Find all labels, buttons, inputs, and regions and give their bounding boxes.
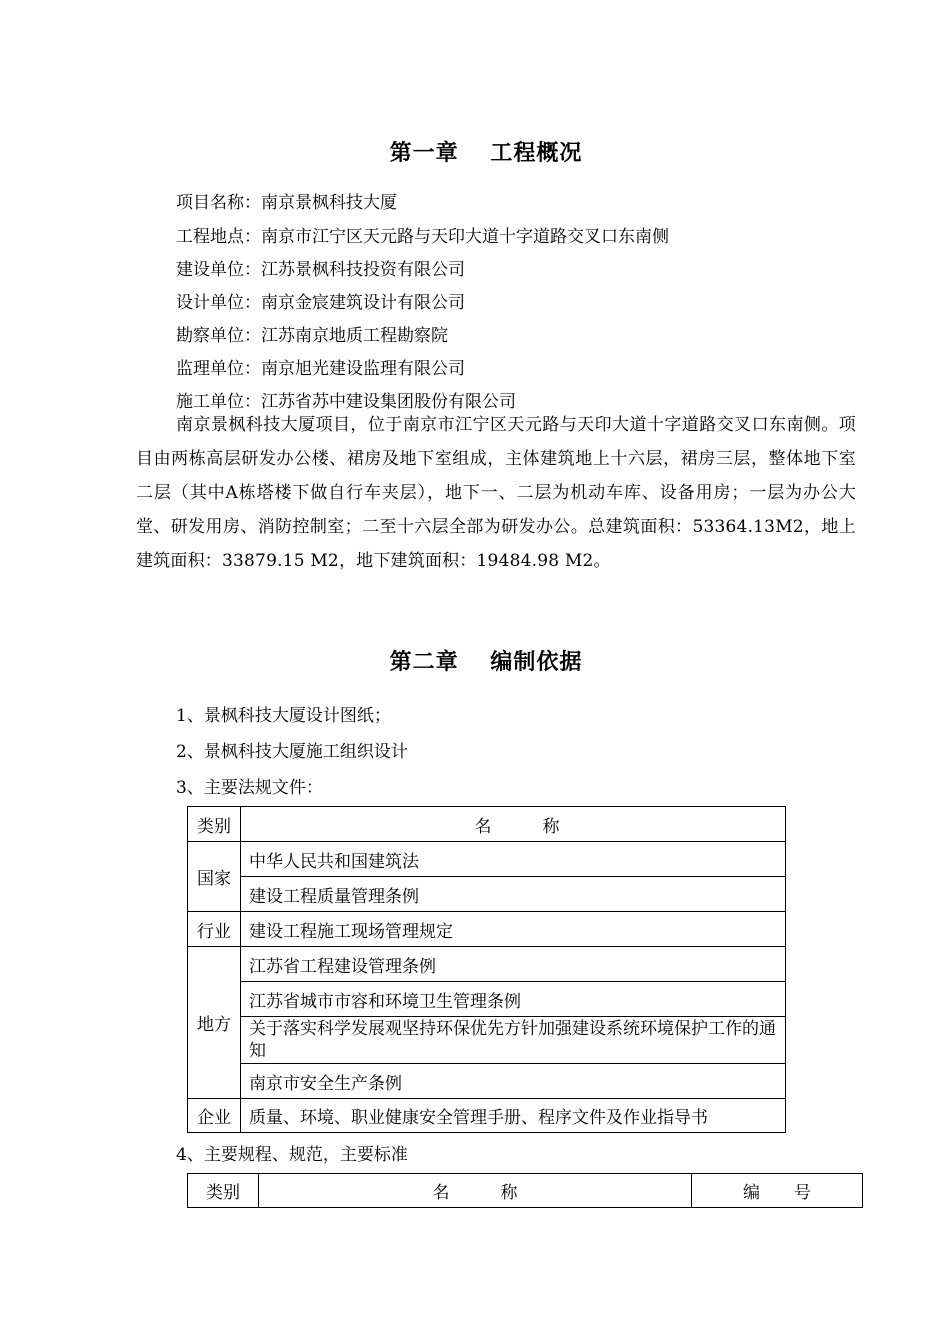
project-location-line: 工程地点：南京市江宁区天元路与天印大道十字道路交叉口东南侧 xyxy=(176,227,669,247)
law-name-cell: 建设工程质量管理条例 xyxy=(241,877,786,912)
supervision-unit-line: 监理单位：南京旭光建设监理有限公司 xyxy=(176,359,465,379)
basis-item-3: 3、主要法规文件： xyxy=(176,778,323,798)
law-name-cell: 江苏省工程建设管理条例 xyxy=(241,947,786,982)
construction-unit-line: 施工单位：江苏省苏中建设集团股份有限公司 xyxy=(176,392,516,412)
header-name: 名 称 xyxy=(241,807,786,842)
law-name-cell: 关于落实科学发展观坚持环保优先方针加强建设系统环境保护工作的通知 xyxy=(241,1017,786,1064)
basis-item-2: 2、景枫科技大厦施工组织设计 xyxy=(176,742,408,762)
chapter-2-title: 第二章 编制依据 xyxy=(389,650,583,675)
standards-table xyxy=(187,1173,863,1208)
law-name-cell: 南京市安全生产条例 xyxy=(241,1064,786,1099)
category-local: 地方 xyxy=(188,947,241,1099)
project-overview-paragraph: 南京景枫科技大厦项目，位于南京市江宁区天元路与天印大道十字道路交叉口东南侧。项目由两栋高层研发办公楼、裙房及地下室组成，主体建筑地上十六层，裙房三层，整体地下室二层（其中A栋塔楼下做自行车夹层），地下一、二层为机动车库、设备用房；一层为办公大堂、研发用房、消防控制室；二至十六层全部为研发办公。总建筑面积：53364.13M2，地上建筑面积：33879.15 M2，地下建筑面积：19484.98 M2。 xyxy=(136,415,856,571)
survey-unit-line: 勘察单位：江苏南京地质工程勘察院 xyxy=(176,326,448,346)
category-national: 国家 xyxy=(188,842,241,912)
table-header-row xyxy=(188,1174,863,1208)
owner-unit-line: 建设单位：江苏景枫科技投资有限公司 xyxy=(176,260,465,280)
laws-table xyxy=(187,806,786,1133)
table-row xyxy=(188,982,786,1017)
header-category: 类别 xyxy=(188,807,241,842)
chapter-1-title: 第一章 工程概况 xyxy=(389,141,583,166)
project-name-line: 项目名称：南京景枫科技大厦 xyxy=(176,193,397,213)
table-row xyxy=(188,877,786,912)
basis-item-4: 4、主要规程、规范，主要标准 xyxy=(176,1145,408,1165)
header-category: 类别 xyxy=(188,1174,259,1208)
table-row xyxy=(188,842,786,877)
basis-item-1: 1、景枫科技大厦设计图纸； xyxy=(176,706,391,726)
category-industry: 行业 xyxy=(188,912,241,947)
header-name: 名 称 xyxy=(259,1174,692,1208)
table-header-row xyxy=(188,807,786,842)
table-row xyxy=(188,912,786,947)
header-number: 编 号 xyxy=(692,1174,863,1208)
law-name-cell: 建设工程施工现场管理规定 xyxy=(241,912,786,947)
table-row xyxy=(188,1017,786,1064)
table-row xyxy=(188,1099,786,1133)
category-enterprise: 企业 xyxy=(188,1099,241,1133)
design-unit-line: 设计单位：南京金宸建筑设计有限公司 xyxy=(176,293,465,313)
law-name-cell: 江苏省城市市容和环境卫生管理条例 xyxy=(241,982,786,1017)
law-name-cell: 中华人民共和国建筑法 xyxy=(241,842,786,877)
table-row xyxy=(188,947,786,982)
table-row xyxy=(188,1064,786,1099)
law-name-cell: 质量、环境、职业健康安全管理手册、程序文件及作业指导书 xyxy=(241,1099,786,1133)
